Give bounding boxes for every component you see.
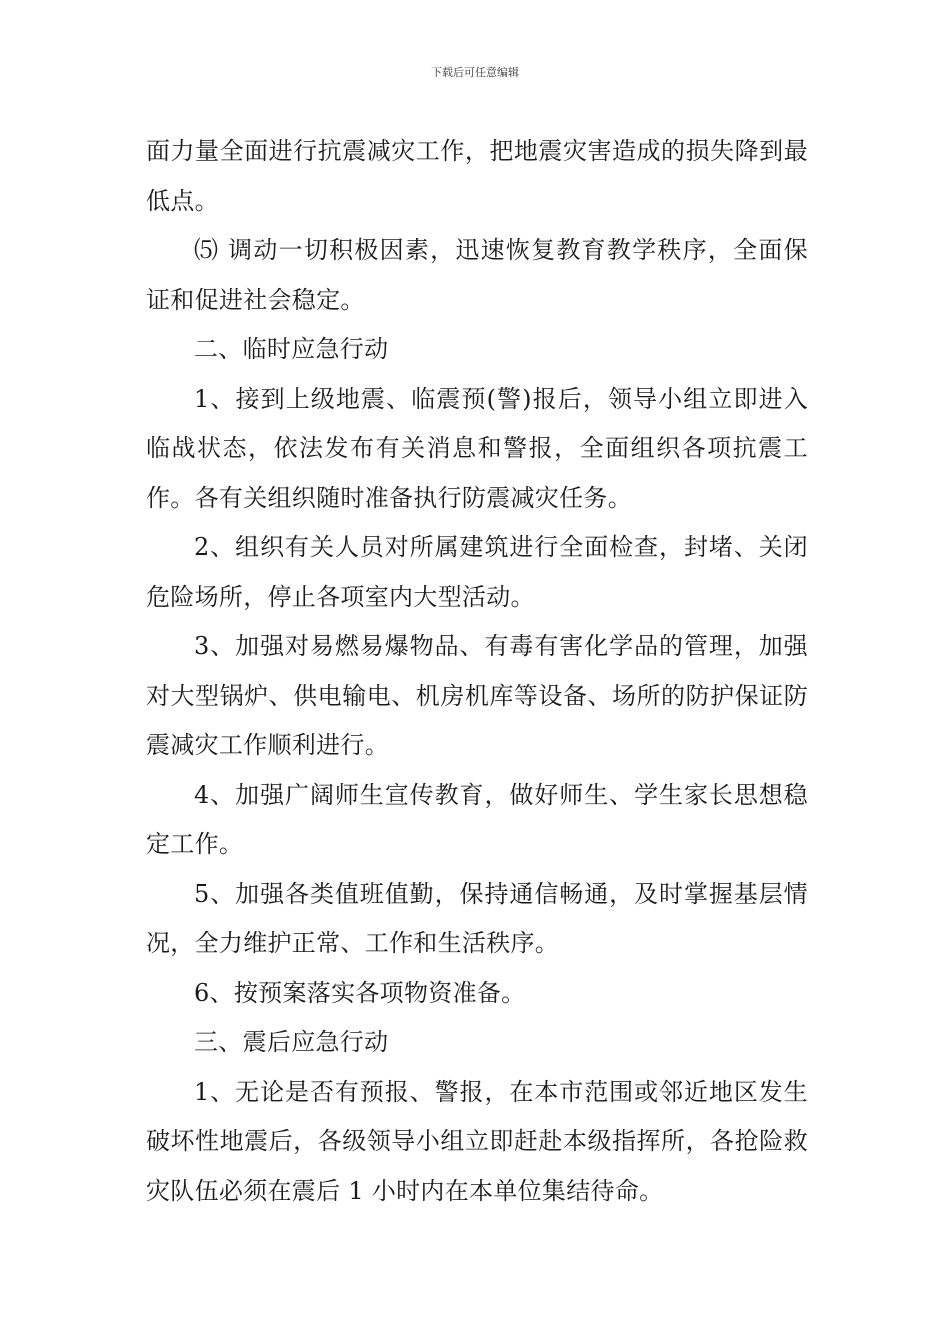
page-header-note: 下载后可任意编辑 [431,66,519,79]
paragraph-temporary-4: 4、加强广阔师生宣传教育，做好师生、学生家长思想稳定工作。 [146,780,808,858]
paragraph-post-quake-1: 1、无论是否有预报、警报，在本市范围或邻近地区发生破坏性地震后，各级领导小组立即赶赴本级指挥所，各抢险救灾队伍必须在震后 1 小时内在本单位集结待命。 [146,1077,808,1205]
section-heading-temporary-response: 二、临时应急行动 [194,335,389,363]
paragraph-temporary-5: 5、加强各类值班值勤，保持通信畅通，及时掌握基层情况，全力维护正常、工作和生活秩序。 [146,879,808,957]
paragraph-temporary-3: 3、加强对易燃易爆物品、有毒有害化学品的管理，加强对大型锅炉、供电输电、机房机库等设备、场所的防护保证防震减灾工作顺利进行。 [146,632,808,759]
document-body [146,127,808,1216]
section-heading-post-quake-response: 三、震后应急行动 [194,1028,389,1056]
paragraph-temporary-1: 1、接到上级地震、临震预(警)报后，领导小组立即进入临战状态，依法发布有关消息和警报，全面组织各项抗震工作。各有关组织随时准备执行防震减灾任务。 [146,384,808,512]
paragraph-temporary-6: 6、按预案落实各项物资准备。 [194,978,526,1007]
paragraph-temporary-2: 2、组织有关人员对所属建筑进行全面检查，封堵、关闭危险场所，停止各项室内大型活动。 [146,533,808,611]
paragraph-item-5: ⑸ 调动一切积极因素，迅速恢复教育教学秩序，全面保证和促进社会稳定。 [146,236,808,314]
paragraph-continuation: 面力量全面进行抗震减灾工作，把地震灾害造成的损失降到最低点。 [146,137,808,215]
